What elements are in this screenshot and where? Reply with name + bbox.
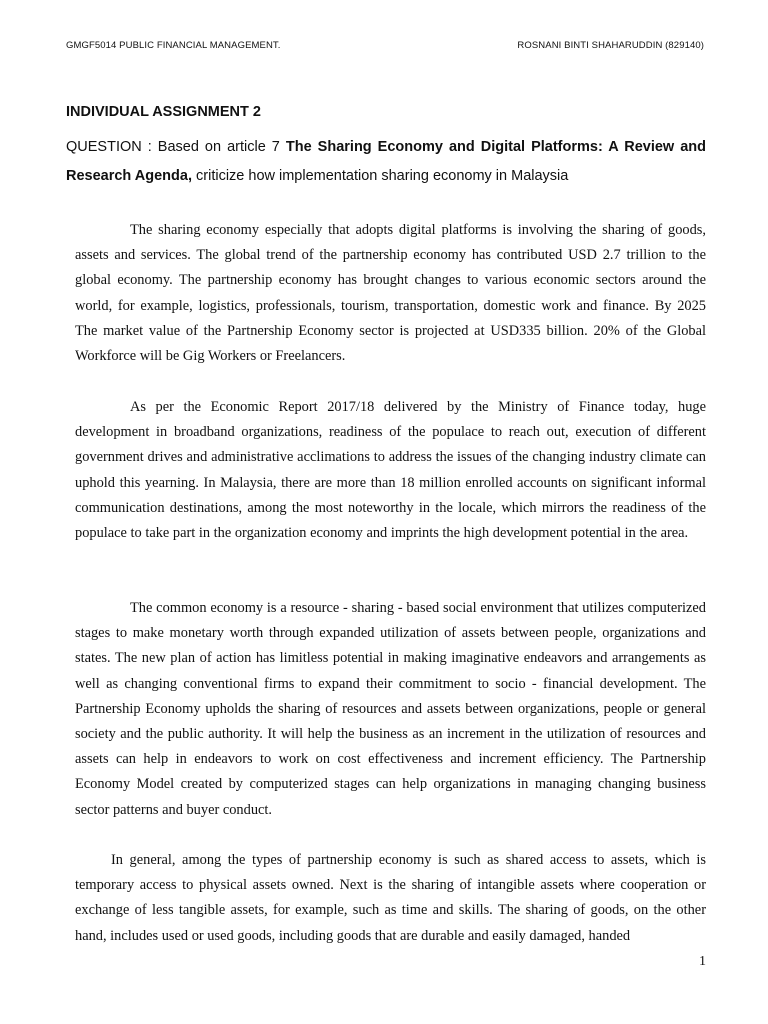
paragraph: In general, among the types of partnership economy is such as shared access to assets, which is temporary access to physical assets owned. Next is the sharing of intangible assets where cooperation or exchange of less tangible assets, for example, such as time and skills. The sharing of goods, on the other hand, includes used or used goods, including goods that are durable and easily damaged, handed bbox=[75, 852, 706, 944]
page-header bbox=[66, 40, 704, 54]
paragraph: The common economy is a resource - sharing - based social environment that utilizes computerized stages to make monetary worth through expanded utilization of assets between people, organizations and states. The new plan of action has limitless potential in making imaginative endeavors and arrangements as well as changing conventional firms to expand their commitment to socio - financial development. The Partnership Economy upholds the sharing of resources and assets between organizations, people or general society and the public authority. It will help the business as an increment in the utilization of resources and assets can help in endeavors to work on cost effectiveness and increment efficiency. The Partnership Economy Model created by computerized stages can help organizations in managing changing business sector patterns and buyer conduct. bbox=[75, 600, 706, 818]
paragraph: As per the Economic Report 2017/18 delivered by the Ministry of Finance today, huge development in broadband organizations, readiness of the populace to reach out, execution of different government drives and administrative acclimations to address the issues of the changing industry climate can uphold this yearning. In Malaysia, there are more than 18 million enrolled accounts on significant informal communication destinations, among the most noteworthy in the locale, which mirrors the readiness of the populace to take part in the organization economy and imprints the high development potential in the area. bbox=[75, 399, 706, 542]
paragraph: The sharing economy especially that adopts digital platforms is involving the sharing of goods, assets and services. The global trend of the partnership economy has contributed USD 2.7 trillion to the global economy. The partnership economy has brought changes to various economic sectors around the world, for example, logistics, professionals, tourism, transportation, domestic work and finance. By 2025 The market value of the Partnership Economy sector is projected at USD335 billion. 20% of the Global Workforce will be Gig Workers or Freelancers. bbox=[75, 222, 706, 365]
question-suffix: criticize how implementation sharing economy in Malaysia bbox=[191, 168, 569, 184]
question-prefix: QUESTION : Based on article 7 bbox=[66, 139, 286, 155]
paragraph-3-block bbox=[75, 596, 706, 823]
paragraph-4-block bbox=[75, 848, 706, 949]
paragraph-1-block bbox=[75, 218, 706, 369]
page-number: 1 bbox=[699, 954, 706, 969]
question-statement bbox=[66, 133, 706, 191]
assignment-title: INDIVIDUAL ASSIGNMENT 2 bbox=[66, 104, 261, 120]
paragraph-2-block bbox=[75, 395, 706, 546]
course-code-header: GMGF5014 PUBLIC FINANCIAL MANAGEMENT. bbox=[66, 40, 281, 51]
author-header: ROSNANI BINTI SHAHARUDDIN (829140) bbox=[517, 40, 704, 51]
article-title: The Sharing Economy and Digital Platforms: A Review and Research Agenda, bbox=[66, 139, 706, 184]
